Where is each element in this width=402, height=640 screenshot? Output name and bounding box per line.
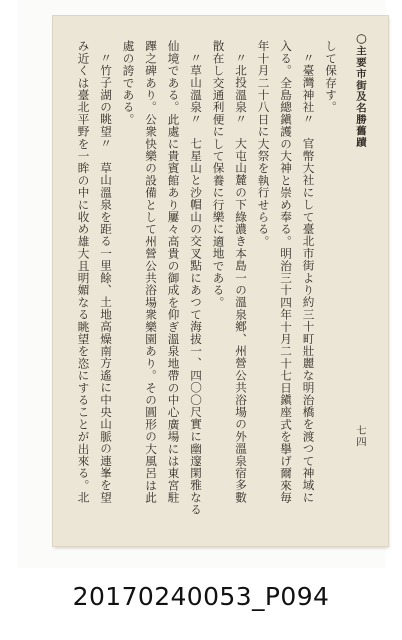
text-column: 處の誇である。: [121, 40, 136, 126]
text-column: 年十月二十八日に大祭を執行せらる。: [256, 40, 271, 248]
text-column: み近くは臺北平野を一眸の中に收め雄大且明媚なる眺望を恣にすることが出來る。北: [76, 40, 91, 504]
text-column: 散在し交通利便にして保養に行樂に適地である。: [211, 40, 226, 309]
image-caption: 20170240053_P094: [72, 582, 330, 611]
vertical-body-text: [72, 40, 342, 516]
scan-background: [18, 0, 386, 568]
text-column: 〃草山溫泉〃 七星山と沙帽山の交叉點にあつて海拔一、四〇〇尺實に幽邃閑雅なる: [189, 51, 203, 516]
text-column: 蹕之碑あり。公衆快樂の設備として州營公共浴場衆樂園あり。その圓形の大風呂は此: [144, 40, 158, 504]
text-column: して保存す。: [324, 40, 338, 114]
text-column: 〃竹子湖の眺望〃 草山溫泉を距る一里餘、土地高燥南方遙に中央山脈の連峯を望: [99, 51, 113, 503]
page-number: 七四: [354, 425, 366, 448]
text-column: 〃臺灣神社〃 官幣大社にして臺北市街より約三十町壯麗な明治橋を渡つて神域に: [301, 51, 316, 503]
running-header: 〇主要市街及名勝舊蹟: [354, 34, 366, 148]
text-column: 〃北投溫泉〃 大屯山麓の下綠濃き本島一の溫泉鄕、州營公共浴場の外溫泉宿多數: [234, 51, 248, 503]
book-page: [53, 16, 388, 546]
text-column: 仙境である。此處に貴賓館あり屢々高貴の御成を仰ぎ溫泉地帶の中心廣場には東宮駐: [166, 40, 181, 504]
text-column: 入る。全島總鎭護の大神と崇め奉る。明治三十四年十月二十七日鎭座式を擧げ爾來毎: [279, 40, 293, 504]
